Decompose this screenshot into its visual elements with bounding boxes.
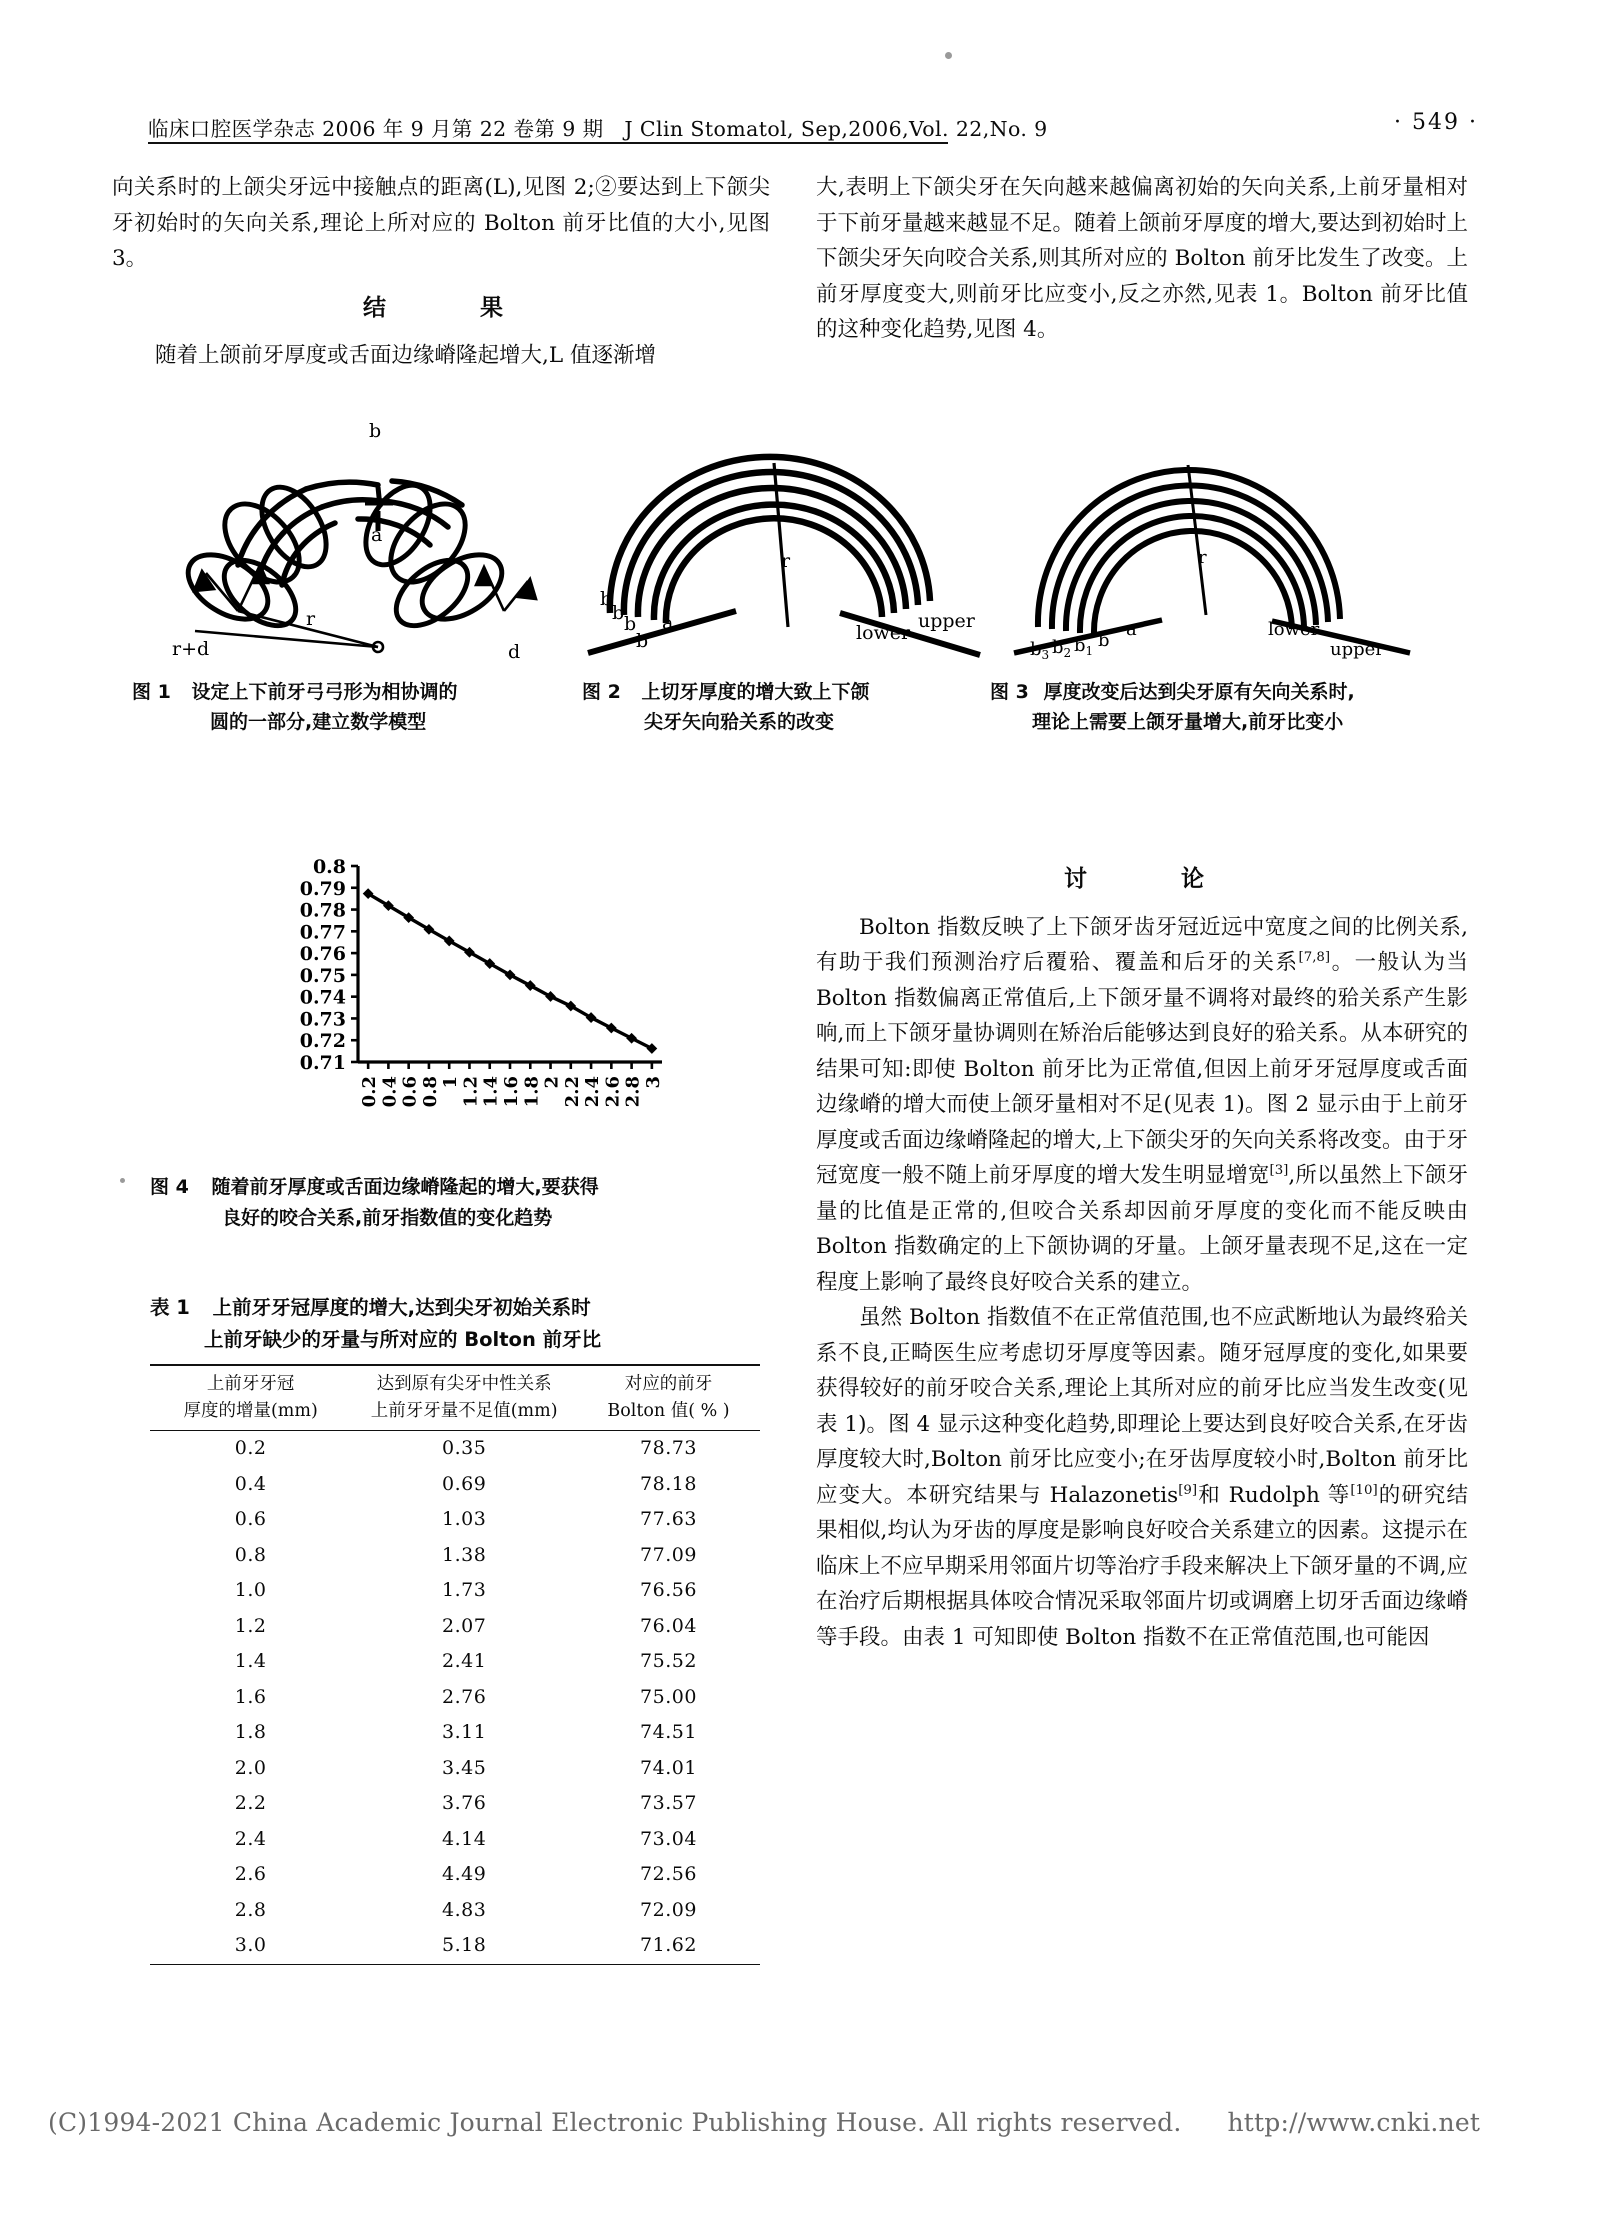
chart-y-tick-label: 0.76 [299,943,346,966]
figure-2-label-b-1: b [600,588,613,610]
table-1-number: 表 1 [150,1296,190,1319]
table-cell: 1.73 [441,1579,487,1601]
figure-1-number: 图 1 [132,681,171,703]
table-1-head [150,1365,760,1431]
table-cell: 77.63 [640,1508,697,1530]
chart-y-tick-label: 0.77 [299,921,346,944]
figure-3-caption [990,677,1490,737]
table-cell: 1.8 [234,1721,267,1743]
figure-1-label-a: a [371,524,383,546]
chart-caption-line2: 良好的咬合关系,前牙指数值的变化趋势 [222,1207,553,1229]
figure-3-label-b3: $b_3$ [1030,639,1050,660]
discussion-paragraph-1 [816,910,1468,1301]
table-cell: 3.11 [441,1721,487,1743]
figure-3-caption-line2: 理论上需要上颌牙量增大,前牙比变小 [1032,711,1344,733]
figure-3-number: 图 3 [990,681,1029,703]
table-1-col-header-3 [577,1365,760,1431]
table-row [150,1644,760,1680]
table-row [150,1502,760,1538]
col1-line1: 上前牙牙冠 [206,1374,295,1394]
chart-x-tick-label: 2.4 [582,1076,604,1108]
figure-2-label-b-3: b [624,613,637,635]
figure-3-label-b2: $b_2$ [1052,637,1072,660]
table-cell: 2.2 [234,1792,267,1814]
figure-2-label-b-4: b [636,630,649,652]
disc-p2-pre: 虽然 Bolton 指数值不在正常值范围,也不应武断地认为最终𬌗关系不良,正畸医生应考虑切牙厚度等因素。随牙冠厚度的变化,如果要获得较好的前牙咬合关系,理论上其所对应的前牙比应当发生改变(见表 1)。图 4 显示这种变化趋势,即理论上要达到良好咬合关系,在牙齿厚度较大时,Bolton 前牙比应变小;在牙齿厚度较小时,Bolton 前牙比应变大。本研究结果与 Halazonetis [816,1305,1468,1508]
chart-y-tick-label: 0.73 [299,1008,346,1031]
figure-2-caption [582,677,982,737]
table-row [150,1786,760,1822]
table-row [150,1467,760,1503]
chart-y-tick-label: 0.8 [312,856,346,878]
figure-2-caption-line2: 尖牙矢向𬌗关系的改变 [644,711,835,733]
chart-x-tick-label: 0.6 [399,1076,421,1108]
figure-1-caption-line1: 设定上下前牙弓弓形为相协调的 [191,681,458,703]
footer [48,2108,1568,2137]
disc-p1-post: 。一般认为当 Bolton 指数偏离正常值后,上下颌牙量不调将对最终的𬌗关系产生影响,而上下颌牙量协调则在矫治后能够达到良好的𬌗关系。从本研究的结果可知:即使 Bolton 前牙比为正常值,但因上前牙牙冠厚度或舌面边缘嵴的增大而使上颌牙量相对不足(见表 1)。图 2 显示由于上前牙厚度或舌面边缘嵴隆起的增大,上下颌尖牙的矢向关系将改变。由于牙冠宽度一般不随上前牙厚度的增大发生明显增宽 [816,950,1468,1188]
table-cell: 3.45 [441,1756,487,1779]
table-1-title-line2: 上前牙缺少的牙量与所对应的 Bolton 前牙比 [204,1328,602,1351]
running-head-text: 临床口腔医学杂志 2006 年 9 月第 22 卷第 9 期 J Clin Stomatol, Sep,2006,Vol. 22,No. 9 [148,117,1048,141]
table-cell: 74.51 [640,1721,697,1743]
chart-y-tick-label: 0.75 [299,964,346,987]
table-cell: 1.38 [441,1543,487,1566]
table-row [150,1680,760,1716]
chart-x-tick-label: 0.2 [359,1076,381,1108]
figure-3-label-b: b [1098,630,1110,651]
chart-canvas [240,852,670,1152]
running-head [148,112,1468,154]
figure-3-graphic [1010,415,1470,660]
table-cell: 78.18 [640,1472,697,1495]
table-row [150,1822,760,1858]
disc-p1-ref2: [3] [1269,1162,1289,1178]
figure-3-label-r: r [1198,547,1207,568]
table-cell: 76.56 [640,1579,697,1601]
col2-line2: 上前牙牙量不足值(mm) [370,1401,558,1421]
table-cell: 72.56 [640,1863,697,1885]
figure-1-caption [132,677,572,737]
figure-3-label-b1: $b_1$ [1074,635,1094,658]
chart-y-tick-label: 0.71 [299,1052,346,1074]
table-1-body [150,1431,760,1964]
table-1 [150,1364,760,1964]
chart-x-tick-label: 0.8 [419,1076,441,1108]
chart-x-tick-label: 1.6 [501,1076,522,1108]
table-cell: 0.8 [234,1543,267,1566]
figure-1-label-b: b [369,420,382,442]
table-cell: 0.69 [441,1472,487,1495]
figure-3-label-upper: upper [1330,639,1384,660]
col1-line2: 厚度的增量(mm) [183,1401,318,1421]
figure-2-label-a: a [662,612,674,634]
figure-3-label-lower: lower [1268,619,1320,640]
table-row [150,1431,760,1467]
table-cell: 4.14 [441,1827,487,1850]
figure-3-label-a: a [1126,619,1137,640]
table-1-wrapper [150,1292,760,1965]
table-cell: 78.73 [640,1437,697,1459]
disc-p2-mid: 和 Rudolph 等 [1197,1482,1351,1508]
table-cell: 72.09 [640,1898,697,1921]
figure-1-label-r: r [306,608,316,630]
chart-y-tick-label: 0.74 [299,986,346,1009]
table-cell: 1.0 [234,1579,267,1601]
chart-caption-number: 图 4 [150,1176,189,1198]
chart-x-tick-label: 1.8 [521,1076,543,1108]
table-row [150,1893,760,1929]
chart-y-tick-label: 0.78 [299,899,346,922]
scan-speck [120,1178,125,1183]
running-head-rule [148,142,948,144]
disc-p1-post2: ,所以虽然上下颌牙量的比值是正常的,但咬合关系却因前牙厚度的变化而不能反映由 Bolton 指数确定的上下颌协调的牙量。上颌牙量表现不足,这在一定程度上影响了最终良好咬合关系的建立。 [816,1163,1468,1295]
chart-x-tick-label: 1.2 [460,1076,482,1108]
table-1-bottom-rule [150,1964,760,1965]
table-cell: 2.0 [234,1756,267,1779]
figure-3-caption-line1: 厚度改变后达到尖牙原有矢向关系时, [1043,681,1355,703]
table-cell: 1.4 [234,1650,267,1672]
disc-p2-post: 的研究结果相似,均认为牙齿的厚度是影响良好咬合关系建立的因素。这提示在临床上不应早期采用邻面片切等治疗手段来解决上下颌牙量的不调,应在治疗后期根据具体咬合情况采取邻面片切或调磨上切牙舌面边缘嵴等手段。由表 1 可知即使 Bolton 指数不在正常值范围,也可能因 [816,1482,1468,1650]
table-row [150,1715,760,1751]
table-cell: 2.07 [441,1614,487,1637]
chart-x-tick-label: 2.8 [622,1076,644,1108]
table-cell: 0.35 [441,1437,487,1459]
right-top-paragraph: 大,表明上下颌尖牙在矢向越来越偏离初始的矢向关系,上前牙量相对于下前牙量越来越显不足。随着上颌前牙厚度的增大,要达到初始时上下颌尖牙矢向咬合关系,则其所对应的 Bolton 前牙比发生了改变。上前牙厚度变大,则前牙比应变小,反之亦然,见表 1。Bolton 前牙比值的这种变化趋势,见图 4。 [816,175,1468,342]
figure-2-label-b-2: b [612,602,625,624]
table-cell: 3.0 [234,1934,267,1956]
table-cell: 0.6 [234,1508,267,1530]
disc-p2-ref2: [10] [1350,1482,1378,1498]
table-cell: 77.09 [640,1543,697,1566]
chart-x-tick-label: 2.2 [561,1076,583,1108]
table-1-header-row [150,1365,760,1431]
col3-line1: 对应的前牙 [624,1374,713,1394]
chart-caption-line1: 随着前牙厚度或舌面边缘嵴隆起的增大,要获得 [211,1176,599,1198]
figure-1-label-r-plus-d: r+d [172,638,210,660]
table-row [150,1573,760,1609]
table-cell: 1.2 [234,1614,267,1637]
table-cell: 4.49 [441,1863,487,1885]
table-1-col-header-1 [150,1365,351,1431]
table-cell: 2.76 [441,1685,487,1708]
table-cell: 73.04 [640,1827,697,1850]
chart-x-tick-label: 1.4 [480,1076,502,1108]
col3-line2: Bolton 值( % ) [607,1401,730,1421]
table-row [150,1538,760,1574]
results-paragraph: 随着上颌前牙厚度或舌面边缘嵴隆起增大,L 值逐渐增 [155,343,656,368]
chart-y-tick-label: 0.79 [299,877,346,900]
table-cell: 74.01 [640,1756,697,1779]
figure-1-graphic [110,415,580,660]
right-column-top [816,170,1468,348]
table-1-title-line1: 上前牙牙冠厚度的增大,达到尖牙初始关系时 [212,1296,591,1319]
table-row [150,1928,760,1964]
chart-y-tick-label: 0.72 [299,1030,346,1053]
table-cell: 4.83 [441,1898,487,1921]
table-cell: 2.8 [234,1898,267,1921]
table-cell: 3.76 [441,1792,487,1814]
page-number: · 549 · [1394,110,1478,135]
table-row [150,1609,760,1645]
chart-x-tick-label: 2.6 [602,1076,624,1108]
table-row [150,1857,760,1893]
discussion-paragraph-2 [816,1300,1468,1655]
table-row [150,1751,760,1787]
table-cell: 71.62 [640,1934,697,1956]
figure-2-number: 图 2 [582,681,621,703]
figure-1-caption-line2: 圆的一部分,建立数学模型 [210,711,427,733]
col2-line1: 达到原有尖牙中性关系 [376,1374,552,1394]
figure-1-label-d: d [508,641,521,660]
table-cell: 1.6 [234,1685,267,1708]
table-cell: 0.4 [234,1472,267,1495]
table-cell: 0.2 [234,1437,267,1459]
table-1-title [150,1292,760,1356]
figure-2-graphic [578,415,998,660]
chart-x-tick-label: 2 [541,1076,563,1089]
chart-caption [150,1172,720,1234]
footer-url: http://www.cnki.net [1227,2108,1481,2137]
table-1-col-header-2 [351,1365,577,1431]
table-cell: 2.6 [234,1863,267,1885]
table-cell: 2.4 [234,1827,267,1850]
figure-2-label-upper: upper [918,610,975,632]
chart-figure-4 [240,852,670,1152]
left-column-top [112,170,770,374]
figure-2-label-r: r [781,550,791,572]
table-cell: 2.41 [441,1650,487,1672]
results-heading: 结 果 [363,294,519,321]
table-cell: 76.04 [640,1614,697,1637]
table-cell: 75.52 [640,1650,697,1672]
chart-x-tick-label: 3 [642,1076,664,1089]
scan-speck [945,52,952,59]
left-continued-paragraph: 向关系时的上颌尖牙远中接触点的距离(L),见图 2;②要达到上下颌尖牙初始时的矢向关系,理论上所对应的 Bolton 前牙比值的大小,见图 3。 [112,175,770,271]
table-cell: 75.00 [640,1685,697,1708]
discussion-heading: 讨 论 [1064,866,1220,892]
table-cell: 73.57 [640,1792,697,1814]
disc-p2-ref1: [9] [1178,1482,1198,1498]
table-cell: 5.18 [441,1934,487,1956]
right-column-discussion [816,848,1468,1655]
footer-copyright: (C)1994-2021 China Academic Journal Electronic Publishing House. All rights reserved. [48,2108,1182,2137]
figure-2-label-lower: lower [856,622,911,644]
chart-x-tick-label: 1 [440,1076,462,1089]
disc-p1-pre: Bolton 指数反映了上下颌牙齿牙冠近远中宽度之间的比例关系,有助于我们预测治疗后覆𬌗、覆盖和后牙的关系 [816,914,1468,975]
figure-band [110,415,1490,795]
figure-2-caption-line1: 上切牙厚度的增大致上下颌 [641,681,870,703]
disc-p1-ref1: [7,8] [1298,949,1331,965]
table-cell: 1.03 [441,1508,487,1530]
chart-x-tick-label: 0.4 [379,1076,401,1108]
